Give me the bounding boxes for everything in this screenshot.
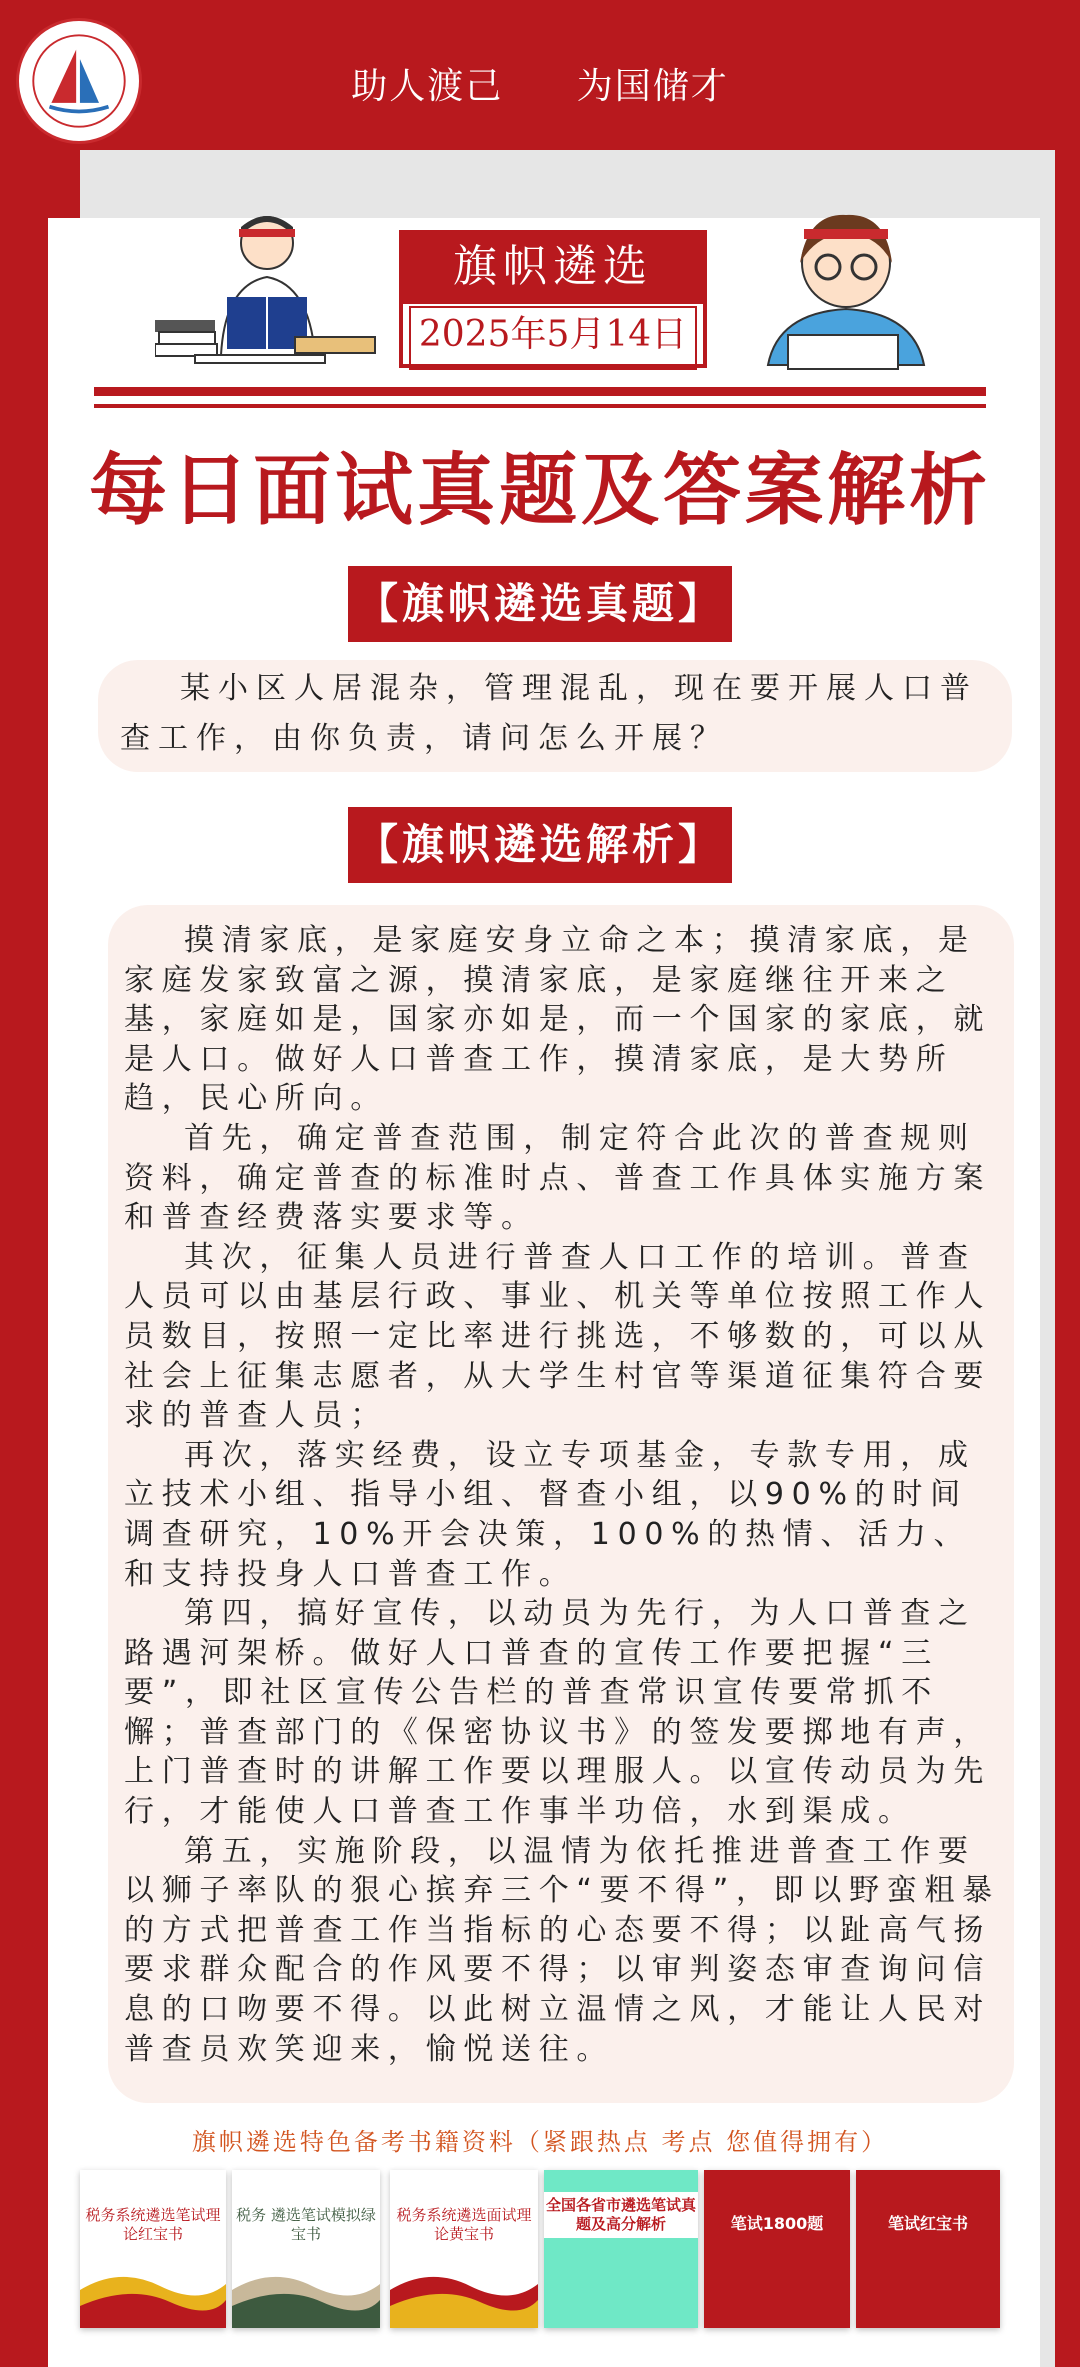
promo-caption: 旗帜遴选特色备考书籍资料（紧跟热点 考点 您值得拥有）	[191, 2128, 889, 2156]
book-title: 税务 遴选笔试模拟绿宝书	[236, 2206, 376, 2243]
answer-paragraph: 第四，搞好宣传，以动员为先行，为人口普查之路遇河架桥。做好人口普查的宣传工作要把握“三要”，即社区宣传公告栏的普查常识宣传要常抓不懈；普查部门的《保密协议书》的签发要掷地有声，上门普查时的讲解工作要以理服人。以宣传动员为先行，才能使人口普查工作事半功倍，水到渠成。	[124, 1596, 992, 1830]
answer-paragraph: 首先，确定普查范围，制定符合此次的普查规则资料，确定普查的标准时点、普查工作具体实施方案和普查经费落实要求等。	[124, 1120, 992, 1236]
slogan-left: 助人渡己	[351, 66, 504, 107]
question-box	[98, 660, 1012, 772]
book-wave-icon	[390, 2266, 538, 2328]
book-wave-icon	[232, 2266, 380, 2328]
book-list	[80, 2170, 1000, 2330]
brand-box	[399, 230, 707, 368]
book-cover[interactable]	[856, 2170, 1000, 2328]
book-title: 税务系统遴选面试理论黄宝书	[396, 2206, 532, 2243]
brand-name: 旗帜遴选	[403, 234, 703, 304]
divider-thick	[94, 387, 986, 396]
answer-box	[108, 905, 1014, 2103]
book-title: 全国各省市遴选笔试真题及高分解析	[544, 2192, 698, 2238]
question-text: 某小区人居混杂，管理混乱，现在要开展人口普查工作，由你负责，请问怎么开展？	[120, 671, 978, 756]
book-title: 税务系统遴选笔试理论红宝书	[85, 2206, 221, 2243]
book-cover[interactable]	[232, 2170, 380, 2328]
book-cover[interactable]	[544, 2170, 698, 2328]
answer-section-tag: 【旗帜遴选解析】	[348, 807, 732, 883]
divider-thin	[94, 404, 986, 408]
book-cover[interactable]	[704, 2170, 850, 2328]
answer-paragraph: 再次，落实经费，设立专项基金，专款专用，成立技术小组、指导小组、督查小组，以90%的时间调查研究，10%开会决策，100%的热情、活力、和支持投身人口普查工作。	[124, 1437, 976, 1592]
header-slogan	[0, 58, 1080, 109]
page-title: 每日面试真题及答案解析	[88, 446, 991, 536]
question-section-tag: 【旗帜遴选真题】	[348, 566, 732, 642]
answer-paragraph: 摸清家底，是家庭安身立命之本；摸清家底，是家庭发家致富之源，摸清家底，是家庭继往开来之基，家庭如是，国家亦如是，而一个国家的家底，就是人口。做好人口普查工作，摸清家底，是大势所趋，民心所向。	[124, 923, 992, 1117]
post-date: 2025年5月14日	[409, 306, 697, 370]
student-reading-illustration-icon	[155, 205, 380, 375]
answer-paragraph: 第五，实施阶段，以温情为依托推进普查工作要以狮子率队的狠心摈弃三个“要不得”，即以野蛮粗暴的方式把普查工作当指标的心态要不得；以趾高气扬要求群众配合的作风要不得；以审判姿态审查询问信息的口吻要不得。以此树立温情之风，才能让人民对普查员欢笑迎来，愉悦送往。	[124, 1833, 1000, 2067]
book-title: 笔试红宝书	[887, 2214, 968, 2233]
book-cover[interactable]	[390, 2170, 538, 2328]
answer-paragraph: 其次，征集人员进行普查人口工作的培训。普查人员可以由基层行政、事业、机关等单位按照工作人员数目，按照一定比率进行挑选，不够数的，可以从社会上征集志愿者，从大学生村官等渠道征集符合要求的普查人员；	[124, 1239, 992, 1434]
book-wave-icon	[80, 2266, 226, 2328]
slogan-right: 为国储才	[576, 66, 729, 107]
book-title: 笔试1800题	[730, 2214, 824, 2233]
book-cover[interactable]	[80, 2170, 226, 2328]
student-writing-illustration-icon	[728, 205, 958, 375]
